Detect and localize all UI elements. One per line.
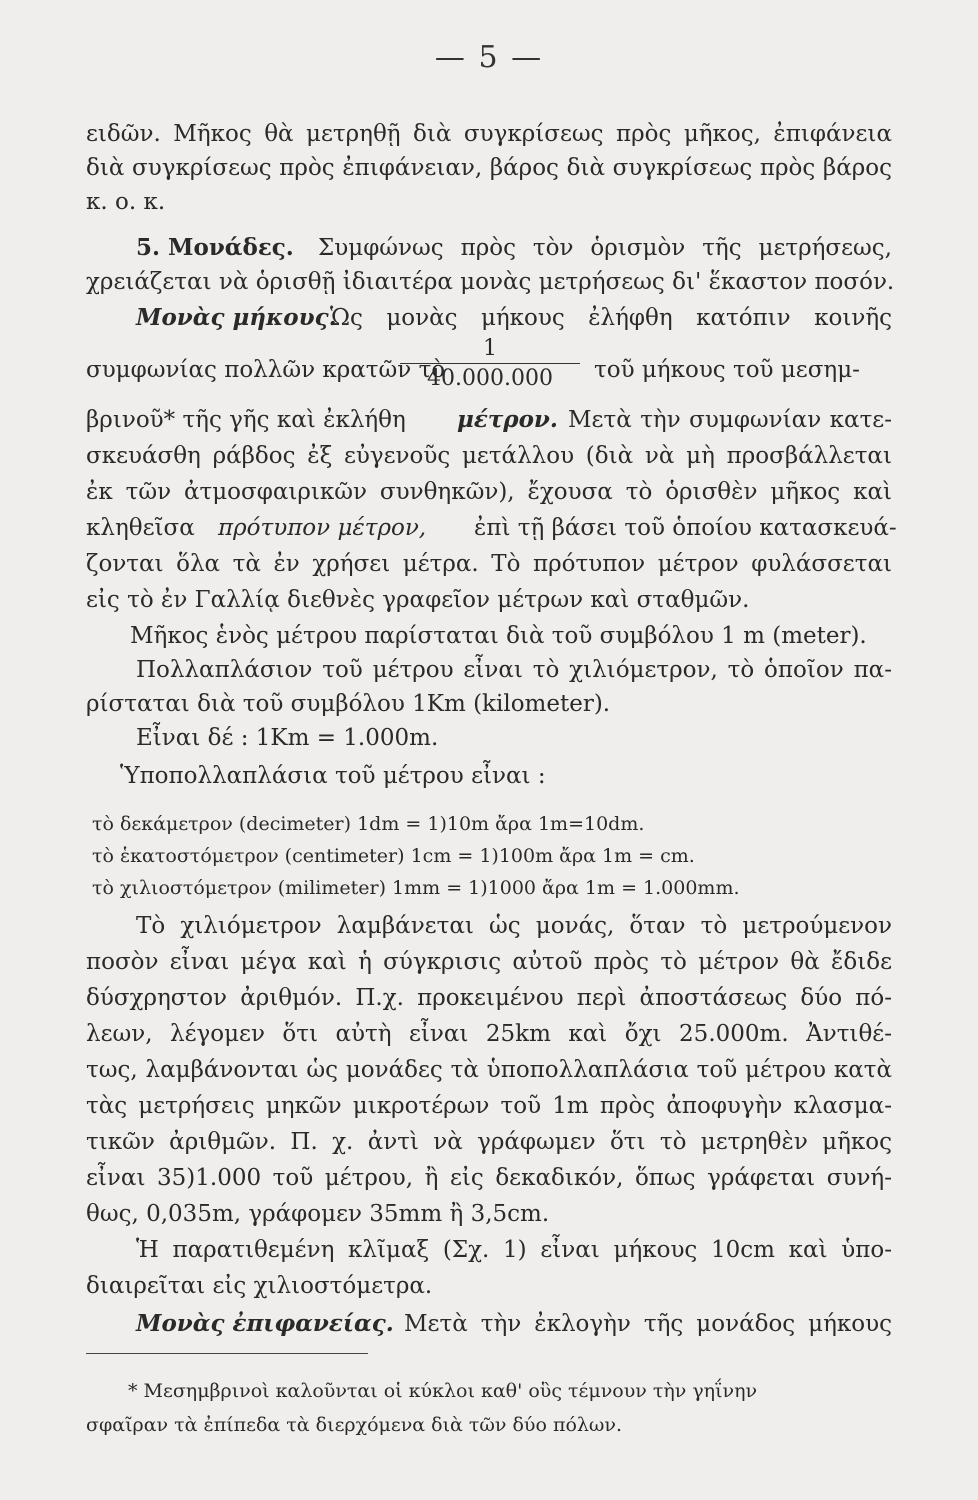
fraction-bar bbox=[400, 363, 580, 364]
text-line: κ. ο. κ. bbox=[86, 189, 166, 215]
text-line: δύσχρηστον ἀριθμόν. Π.χ. προκειμένου περὶ ἀποστάσεως δύο πό- bbox=[86, 985, 892, 1011]
text-line: Ἡ παρατιθεμένη κλῖμαξ (Σχ. 1) εἶναι μήκους 10cm καὶ ὑπο- bbox=[136, 1237, 892, 1263]
unit-definition: τὸ χιλιοστόμετρον (milimeter) 1mm = 1)1000 ἄρα 1m = 1.000mm. bbox=[92, 877, 740, 899]
text-line: Μετὰ τὴν ἐκλογὴν τῆς μονάδος μήκους bbox=[404, 1311, 892, 1337]
unit-definition: τὸ ἑκατοστόμετρον (centimeter) 1cm = 1)100m ἄρα 1m = cm. bbox=[92, 845, 695, 867]
text-line: τως, λαμβάνονται ὡς μονάδες τὰ ὑποπολλαπλάσια τοῦ μέτρου κατὰ bbox=[86, 1057, 892, 1083]
term-prototype-metre: πρότυπον μέτρον, bbox=[218, 515, 427, 541]
text-line: διαιρεῖται εἰς χιλιοστόμετρα. bbox=[86, 1273, 433, 1299]
text-line: ειδῶν. Μῆκος θὰ μετρηθῇ διὰ συγκρίσεως πρὸς μῆκος, ἐπιφάνεια bbox=[86, 121, 892, 147]
equation: Εἶναι δέ : 1Km = 1.000m. bbox=[136, 725, 439, 751]
page-number: — 5 — bbox=[434, 40, 544, 75]
footnote-line: * Μεσημβρινοὶ καλοῦνται οἱ κύκλοι καθ' οὓς τέμνουν τὴν γηΐνην bbox=[128, 1380, 758, 1402]
text-line: συμφωνίας πολλῶν κρατῶν τὸ bbox=[86, 357, 446, 383]
text-line: λεων, λέγομεν ὅτι αὐτὴ εἶναι 25km καὶ ὄχι 25.000m. Ἀντιθέ- bbox=[86, 1021, 892, 1047]
text-line: τὰς μετρήσεις μηκῶν μικροτέρων τοῦ 1m πρὸς ἀποφυγὴν κλασμα- bbox=[86, 1093, 892, 1119]
text-line: Ὡς μονὰς μήκους ἐλήφθη κατόπιν κοινῆς bbox=[330, 305, 892, 331]
text-line: διὰ συγκρίσεως πρὸς ἐπιφάνειαν, βάρος διὰ συγκρίσεως πρὸς βάρος bbox=[86, 155, 892, 181]
fraction bbox=[400, 337, 580, 392]
text-line: εἶναι 35)1.000 τοῦ μέτρου, ἢ εἰς δεκαδικόν, ὅπως γράφεται συνή- bbox=[86, 1165, 892, 1191]
text-line: ἐκ τῶν ἀτμοσφαιρικῶν συνθηκῶν), ἔχουσα τὸ ὁρισθὲν μῆκος καὶ bbox=[86, 479, 892, 505]
text-line: Ὑποπολλαπλάσια τοῦ μέτρου εἶναι : bbox=[120, 763, 546, 789]
text-line: ζονται ὅλα τὰ ἐν χρήσει μέτρα. Τὸ πρότυπον μέτρον φυλάσσεται bbox=[86, 551, 892, 577]
text-line: ἐπὶ τῇ βάσει τοῦ ὁποίου κατασκευά- bbox=[474, 515, 897, 541]
term-metron: μέτρον. bbox=[457, 406, 558, 433]
text-line: ποσὸν εἶναι μέγα καὶ ἡ σύγκρισις αὐτοῦ πρὸς τὸ μέτρον θὰ ἔδιδε bbox=[86, 949, 892, 975]
text-line: σκευάσθη ράβδος ἐξ εὐγενοῦς μετάλλου (διὰ νὰ μὴ προσβάλλεται bbox=[86, 443, 892, 469]
text-line: τικῶν ἀριθμῶν. Π. χ. ἀντὶ νὰ γράφωμεν ὅτι τὸ μετρηθὲν μῆκος bbox=[86, 1129, 892, 1155]
text-line: εἰς τὸ ἐν Γαλλίᾳ διεθνὲς γραφεῖον μέτρων καὶ σταθμῶν. bbox=[86, 587, 750, 613]
footnote-line: σφαῖραν τὰ ἐπίπεδα τὰ διερχόμενα διὰ τῶν δύο πόλων. bbox=[86, 1414, 623, 1436]
text-line: Τὸ χιλιόμετρον λαμβάνεται ὡς μονάς, ὅταν τὸ μετρούμενον bbox=[136, 913, 892, 939]
text-line: κληθεῖσα bbox=[86, 515, 195, 541]
text-line: Συμφώνως πρὸς τὸν ὁρισμὸν τῆς μετρήσεως, bbox=[318, 235, 892, 261]
text-line: Πολλαπλάσιον τοῦ μέτρου εἶναι τὸ χιλιόμετρον, τὸ ὁποῖον πα- bbox=[136, 657, 892, 683]
fraction-numerator: 1 bbox=[483, 336, 497, 361]
text-line: χρειάζεται νὰ ὁρισθῇ ἰδιαιτέρα μονὰς μετρήσεως δι' ἕκαστον ποσόν. bbox=[86, 269, 895, 295]
text-line: Μετὰ τὴν συμφωνίαν κατε- bbox=[568, 407, 892, 433]
unit-definition: τὸ δεκάμετρον (decimeter) 1dm = 1)10m ἄρα 1m=10dm. bbox=[92, 813, 645, 835]
footnote-divider bbox=[86, 1353, 368, 1354]
section-heading: 5. Μονάδες. bbox=[136, 234, 294, 261]
subsection-heading: Μονὰς μήκους. bbox=[136, 304, 337, 331]
text-line: τοῦ μήκους τοῦ μεσημ- bbox=[594, 357, 860, 383]
text-line: ρίσταται διὰ τοῦ συμβόλου 1Km (kilometer). bbox=[86, 691, 611, 717]
subsection-heading: Μονὰς ἐπιφανείας. bbox=[136, 1310, 394, 1337]
text-line: Μῆκος ἑνὸς μέτρου παρίσταται διὰ τοῦ συμβόλου 1 m (meter). bbox=[130, 623, 867, 649]
text-line: βρινοῦ* τῆς γῆς καὶ ἐκλήθη bbox=[86, 407, 406, 433]
fraction-denominator: 40.000.000 bbox=[427, 366, 553, 391]
text-line: θως, 0,035m, γράφομεν 35mm ἢ 3,5cm. bbox=[86, 1201, 550, 1227]
